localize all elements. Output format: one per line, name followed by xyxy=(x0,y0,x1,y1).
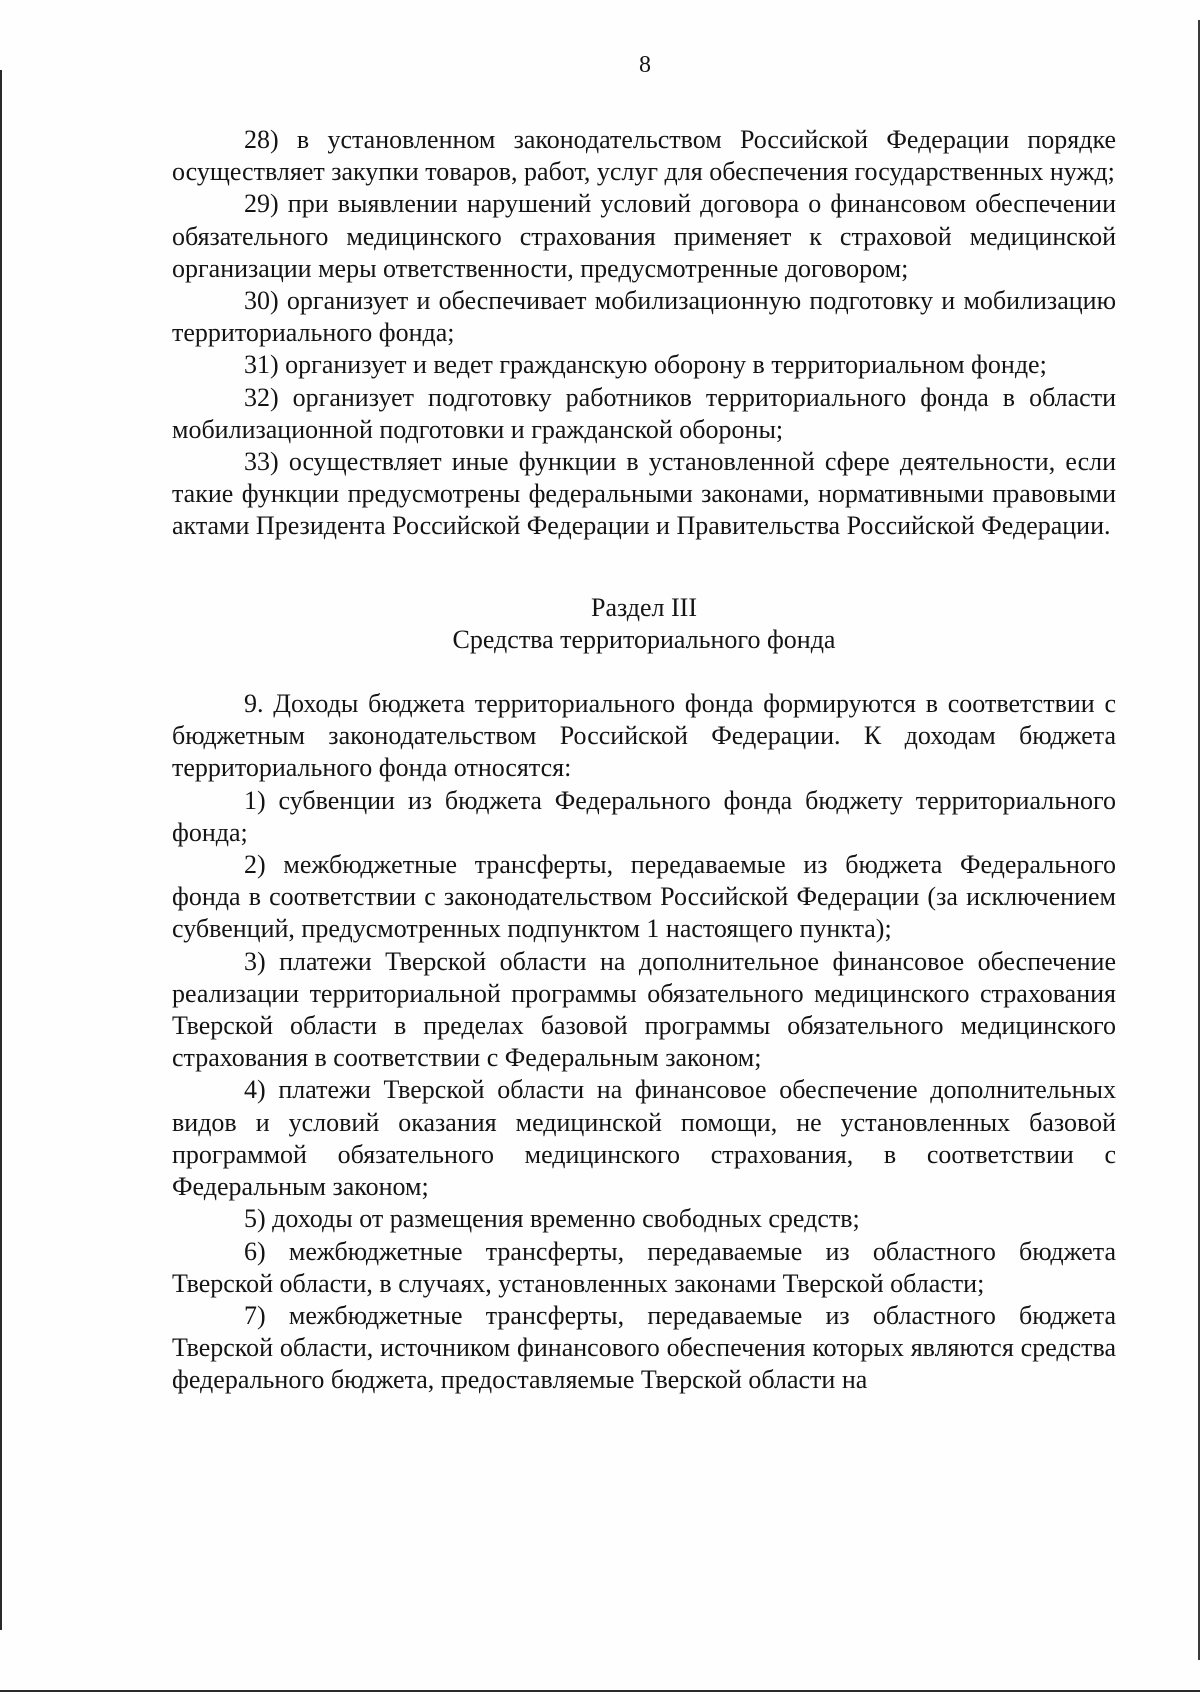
paragraph-item-31: 31) организует и ведет гражданскую оборону в территориальном фонде; xyxy=(244,350,1047,380)
paragraph-subitem-2: 2) межбюджетные трансферты, передаваемые из бюджета Федерального фонда в соответствии с законодательством Российской Федерации (за исключением субвенций, предусмотренных подпунктом 1 настоящего пункта); xyxy=(172,850,1116,944)
paragraph-item-28: 28) в установленном законодательством Российской Федерации порядке осуществляет закупки товаров, работ, услуг для обеспечения государственных нужд; xyxy=(172,125,1116,187)
section-heading: Раздел III xyxy=(590,592,698,622)
paragraph-item-33: 33) осуществляет иные функции в установленной сфере деятельности, если такие функции предусмотрены федеральными законами, нормативными правовыми актами Президента Российской Федерации и Правительства Российской Федерации. xyxy=(172,447,1116,541)
paragraph-clause-9: 9. Доходы бюджета территориального фонда формируются в соответствии с бюджетным законодательством Российской Федерации. К доходам бюджета территориального фонда относятся: xyxy=(172,689,1116,783)
paragraph-subitem-7: 7) межбюджетные трансферты, передаваемые из областного бюджета Тверской области, источником финансового обеспечения которых являются средства федерального бюджета, предоставляемые Тверской области на xyxy=(172,1300,1116,1395)
paragraph-subitem-6: 6) межбюджетные трансферты, передаваемые из областного бюджета Тверской области, в случаях, установленных законами Тверской области; xyxy=(172,1236,1116,1298)
section-subtitle: Средства территориального фонда xyxy=(452,624,836,654)
paragraph-subitem-5: 5) доходы от размещения временно свободных средств; xyxy=(244,1204,860,1234)
paragraph-item-32: 32) организует подготовку работников территориального фонда в области мобилизационной подготовки и гражданской обороны; xyxy=(172,382,1116,444)
paragraph-subitem-1: 1) субвенции из бюджета Федерального фонда бюджету территориального фонда; xyxy=(172,785,1116,847)
paragraph-item-30: 30) организует и обеспечивает мобилизационную подготовку и мобилизацию территориального фонда; xyxy=(172,286,1116,348)
scan-edge-left xyxy=(0,70,2,1630)
document-body xyxy=(172,124,1116,1397)
paragraph-item-29: 29) при выявлении нарушений условий договора о финансовом обеспечении обязательного медицинского страхования применяет к страховой медицинской организации меры ответственности, предусмотренные договором; xyxy=(172,189,1116,283)
paragraph-subitem-3: 3) платежи Тверской области на дополнительное финансовое обеспечение реализации территориальной программы обязательного медицинского страхования Тверской области в пределах базовой программы обязательного медицинского страхования в соответствии с Федеральным законом; xyxy=(172,946,1116,1073)
page-number: 8 xyxy=(639,52,651,78)
paragraph-subitem-4: 4) платежи Тверской области на финансовое обеспечение дополнительных видов и условий оказания медицинской помощи, не установленных базовой программой обязательного медицинского страхования, в соответствии с Федеральным законом; xyxy=(172,1075,1116,1202)
